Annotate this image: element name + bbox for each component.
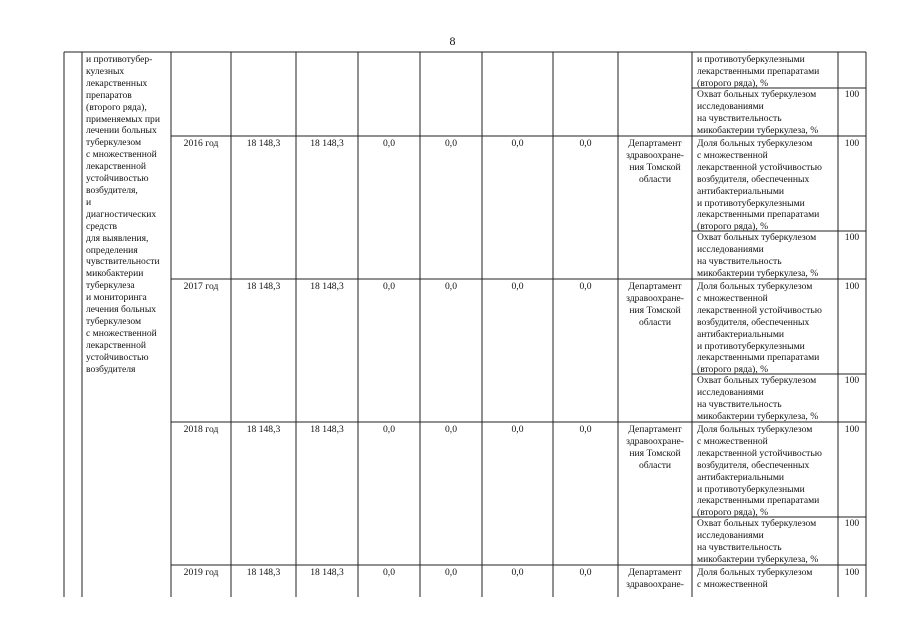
value-cell: 100 — [844, 424, 860, 435]
indicator-cell: Охват больных туберкулезом исследованиями на чувствительность микобактерии туберкулеза, % — [697, 375, 819, 422]
amount-cell: 0,0 — [445, 138, 457, 149]
value-cell: 100 — [844, 567, 860, 578]
indicator-cell: Доля больных туберкулезом с множественной — [697, 567, 813, 590]
total-cell: 18 148,3 — [246, 424, 281, 435]
value-cell: 100 — [844, 518, 860, 529]
indicator-cell: Охват больных туберкулезом исследованиями на чувствительность микобактерии туберкулеза, % — [697, 518, 819, 565]
amount-cell: 0,0 — [579, 567, 592, 578]
indicator-cell: Доля больных туберкулезом с множественной лекарственной устойчивостью возбудителя, обеспеченных антибактериальными и противотуберкулезными лекарственными препаратами (второго ряда), % — [697, 424, 822, 519]
amount-cell: 0,0 — [383, 567, 395, 578]
amount-cell: 0,0 — [383, 281, 395, 292]
amount-cell: 0,0 — [579, 281, 592, 292]
total-cell: 18 148,3 — [246, 138, 281, 149]
executor-cell: Департамент здравоохране- ния Томской области — [626, 138, 684, 185]
value-cell: 100 — [844, 232, 860, 243]
amount-cell: 0,0 — [445, 424, 457, 435]
amount-cell: 0,0 — [511, 424, 524, 435]
amount-cell: 0,0 — [511, 567, 524, 578]
indicator-cell: Доля больных туберкулезом с множественной лекарственной устойчивостью возбудителя, обеспеченных антибактериальными и противотуберкулезными лекарственными препаратами (второго ряда), % — [697, 281, 822, 376]
executor-cell: Департамент здравоохране- ния Томской области — [626, 424, 684, 471]
amount-cell: 0,0 — [579, 138, 592, 149]
indicator-cell: Доля больных туберкулезом с множественной лекарственной устойчивостью возбудителя, обеспеченных антибактериальными и противотуберкулезными лекарственными препаратами (второго ряда), % — [697, 138, 822, 233]
amount-cell: 0,0 — [511, 281, 524, 292]
value-cell: 100 — [844, 138, 860, 149]
regional-cell: 18 148,3 — [310, 424, 344, 435]
amount-cell: 0,0 — [445, 567, 457, 578]
regional-cell: 18 148,3 — [310, 138, 344, 149]
indicator-top-tail: и противотуберкулезными лекарственными препаратами (второго ряда), % — [697, 54, 820, 89]
executor-cell: Департамент здравоохране- ния Томской области — [626, 281, 684, 328]
amount-cell: 0,0 — [383, 424, 395, 435]
amount-cell: 0,0 — [579, 424, 592, 435]
total-cell: 18 148,3 — [246, 281, 281, 292]
amount-cell: 0,0 — [445, 281, 457, 292]
regional-cell: 18 148,3 — [310, 281, 344, 292]
indicator-top-coverage: Охват больных туберкулезом исследованиями на чувствительность микобактерии туберкулеза, % — [697, 89, 819, 136]
year-cell: 2019 год — [183, 567, 219, 578]
regional-cell: 18 148,3 — [310, 567, 344, 578]
event-description: и противотубер- кулезных лекарственных препаратов (второго ряда), применяемых при лечении больных туберкулезом с множественной лекарственной устойчивостью возбудителя, и диагностических средств для выявления, определения чувствительности микобактерии туберкулеза и мониторинга лечения больных туберкулезом с множественной лекарственной устойчивостью возбудителя — [86, 54, 160, 375]
value-top-coverage: 100 — [844, 89, 860, 100]
amount-cell: 0,0 — [383, 138, 395, 149]
value-cell: 100 — [844, 375, 860, 386]
year-cell: 2017 год — [183, 281, 219, 292]
value-cell: 100 — [844, 281, 860, 292]
year-cell: 2018 год — [183, 424, 219, 435]
indicator-cell: Охват больных туберкулезом исследованиями на чувствительность микобактерии туберкулеза, % — [697, 232, 819, 279]
executor-cell: Департамент здравоохране- — [626, 567, 684, 590]
year-cell: 2016 год — [183, 138, 219, 149]
total-cell: 18 148,3 — [246, 567, 281, 578]
page-number: 8 — [449, 34, 456, 48]
amount-cell: 0,0 — [511, 138, 524, 149]
